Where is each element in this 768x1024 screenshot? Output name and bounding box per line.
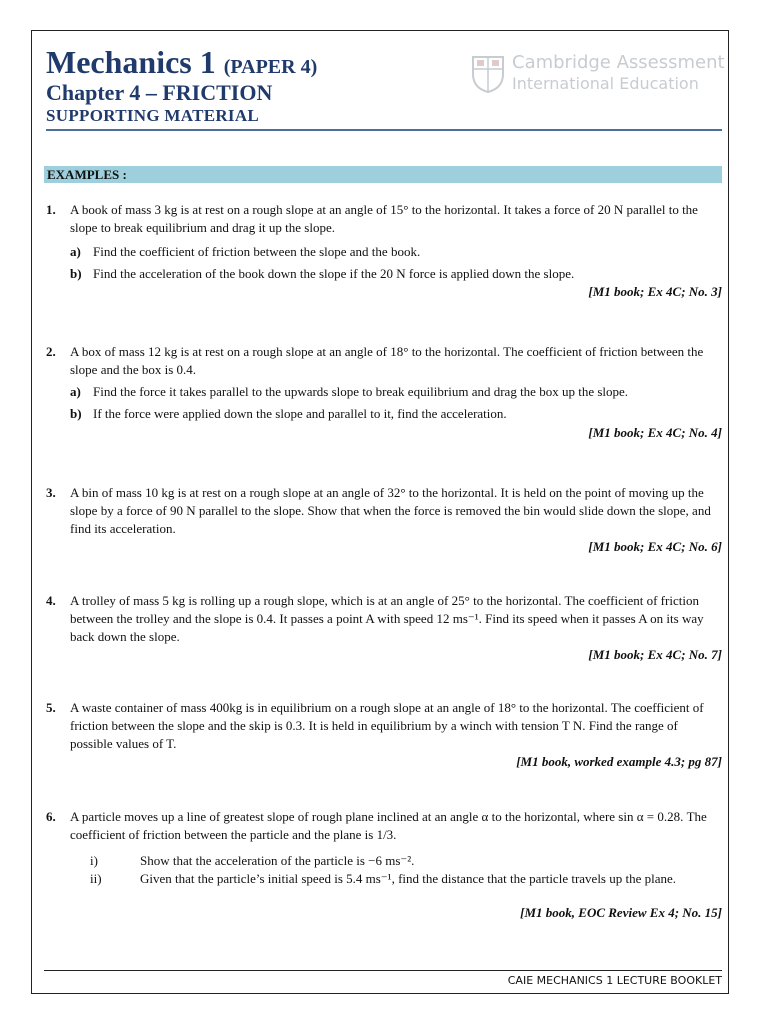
question-text: A particle moves up a line of greatest slope of rough plane inclined at an angle α to the horizontal, where sin α = 0.28. The coefficient of friction between the particle and the plane is 1/3. — [70, 809, 707, 842]
question-number: 5. — [46, 700, 56, 715]
section-heading: EXAMPLES : — [44, 166, 722, 183]
page-footer: CAIE MECHANICS 1 LECTURE BOOKLET — [507, 974, 722, 987]
header-divider — [46, 129, 722, 131]
subtitle: SUPPORTING MATERIAL — [46, 106, 260, 125]
part-label: a) — [70, 384, 81, 399]
book-reference: [M1 book; Ex 4C; No. 3] — [588, 284, 722, 299]
question-text: A book of mass 3 kg is at rest on a rough slope at an angle of 15° to the horizontal. It takes a force of 20 N parallel to the slope to break equilibrium and drag it up the slope. — [70, 202, 698, 235]
question-number: 2. — [46, 344, 56, 359]
part-text: Find the acceleration of the book down the slope if the 20 N force is applied down the slope. — [93, 266, 575, 281]
part-label: b) — [70, 266, 82, 281]
question-number: 1. — [46, 202, 56, 217]
page-title: Mechanics 1 (PAPER 4) — [46, 44, 318, 80]
question-text: A bin of mass 10 kg is at rest on a rough slope at an angle of 32° to the horizontal. It is held on the point of moving up the slope by a force of 90 N parallel to the slope. Show that when the force is removed the bin would slide down the slope, and find its acceleration. — [70, 485, 711, 536]
part-text: Find the coefficient of friction between the slope and the book. — [93, 244, 421, 259]
book-reference: [M1 book, worked example 4.3; pg 87] — [516, 754, 722, 769]
crest-icon — [470, 54, 506, 94]
part-label: i) — [90, 853, 98, 868]
question-number: 6. — [46, 809, 56, 824]
question-text: A trolley of mass 5 kg is rolling up a rough slope, which is at an angle of 25° to the horizontal. The coefficient of friction between the trolley and the slope is 0.4. It passes a point A with speed 12 ms⁻¹. Find its speed when it passes A on its way back down the slope. — [70, 593, 704, 644]
part-label: b) — [70, 406, 82, 421]
cambridge-logo — [470, 52, 724, 100]
part-text: If the force were applied down the slope and parallel to it, find the acceleration. — [93, 406, 507, 421]
book-reference: [M1 book; Ex 4C; No. 4] — [588, 425, 722, 440]
paper-label: (PAPER 4) — [223, 56, 318, 78]
logo-line-1: Cambridge Assessment — [512, 52, 725, 73]
book-reference: [M1 book; Ex 4C; No. 6] — [588, 539, 722, 554]
question-number: 4. — [46, 593, 56, 608]
part-label: a) — [70, 244, 81, 259]
part-text: Given that the particle’s initial speed is 5.4 ms⁻¹, find the distance that the particle travels up the plane. — [140, 871, 677, 886]
question-number: 3. — [46, 485, 56, 500]
part-text: Find the force it takes parallel to the upwards slope to break equilibrium and drag the box up the slope. — [93, 384, 629, 399]
part-text: Show that the acceleration of the particle is −6 ms⁻². — [140, 853, 415, 868]
question-text: A box of mass 12 kg is at rest on a rough slope at an angle of 18° to the horizontal. The coefficient of friction between the slope and the box is 0.4. — [70, 344, 704, 377]
book-reference: [M1 book; Ex 4C; No. 7] — [588, 647, 722, 662]
book-reference: [M1 book, EOC Review Ex 4; No. 15] — [520, 905, 722, 920]
chapter-title: Chapter 4 – FRICTION — [46, 80, 273, 105]
logo-line-2: International Education — [512, 74, 699, 93]
part-label: ii) — [90, 871, 102, 886]
question-text: A waste container of mass 400kg is in equilibrium on a rough slope at an angle of 18° to the horizontal. The coefficient of friction between the slope and the skip is 0.3. It is held in equilibrium by a winch with tension T N. Find the range of possible values of T. — [70, 700, 704, 751]
footer-divider — [44, 970, 722, 971]
